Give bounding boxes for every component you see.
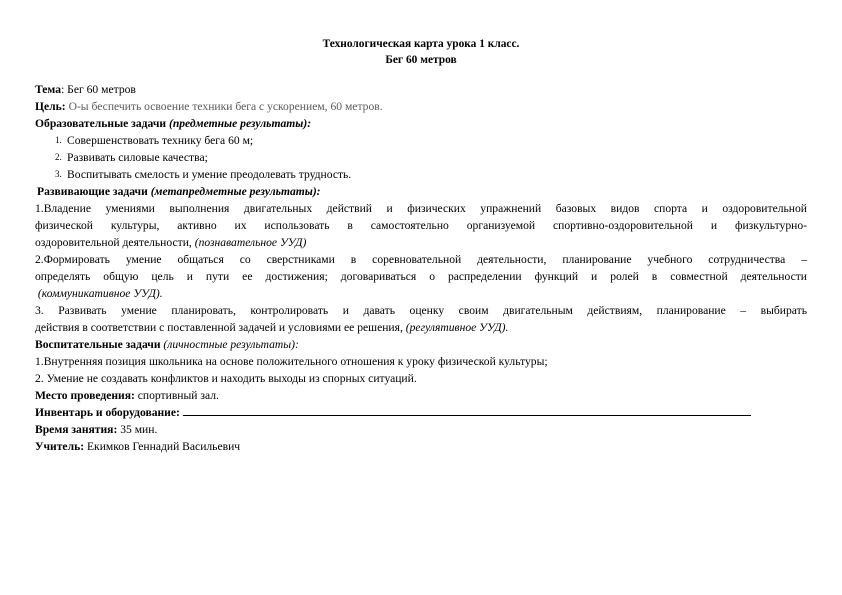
title-block (35, 36, 807, 68)
list-item-number: 3. (55, 169, 62, 179)
developmental-p3-line1: 3. Развивать умение планировать, контролировать и давать оценку своим двигательным действиям, планирование – выбирать (35, 304, 807, 317)
venue-value: спортивный зал. (134, 389, 219, 402)
developmental-p1-note: (познавательное УУД) (194, 236, 307, 249)
venue-line (35, 387, 807, 404)
list-item (35, 149, 807, 166)
developmental-p1-line2: физической культуры, активно их использовать в самостоятельно организуемой спортивно-оздоровительной и физкультурно- (35, 219, 807, 232)
developmental-note: (метапредметные результаты): (150, 185, 321, 198)
list-item-text: Совершенствовать технику бега 60 м; (67, 134, 254, 147)
document-subtitle: Бег 60 метров (385, 54, 457, 66)
upbringing-item-2: 2. Умение не создавать конфликтов и находить выходы из спорных ситуаций. (35, 372, 417, 385)
document-page (35, 36, 807, 455)
topic-line (35, 81, 807, 98)
list-item-text: Развивать силовые качества; (67, 151, 208, 164)
goal-label: Цель: (35, 100, 66, 113)
duration-label: Время занятия: (35, 423, 118, 436)
developmental-p3-text: действия в соответствии с поставленной задачей и условиями ее решения, (35, 321, 403, 334)
educational-task-list (35, 132, 807, 183)
equipment-line (35, 404, 807, 421)
teacher-label: Учитель: (35, 440, 85, 453)
developmental-p1-line3 (35, 234, 807, 251)
venue-label: Место проведения: (35, 389, 135, 402)
educational-heading (35, 115, 807, 132)
equipment-label: Инвентарь и оборудование: (35, 406, 180, 419)
teacher-value: Екимков Геннадий Васильевич (84, 440, 241, 453)
developmental-p1-text: оздоровительной деятельности, (35, 236, 192, 249)
upbringing-note: (личностные результаты): (163, 338, 299, 351)
educational-label: Образовательные задачи (35, 117, 167, 130)
document-title: Технологическая карта урока 1 класс. (322, 38, 520, 50)
developmental-p2-line3 (35, 285, 807, 302)
list-item (35, 166, 807, 183)
upbringing-heading (35, 336, 807, 353)
developmental-p3-line2 (35, 319, 807, 336)
goal-line (35, 98, 807, 115)
upbringing-item-1: 1.Внутренняя позиция школьника на основе положительного отношения к уроку физической культуры; (35, 355, 548, 368)
list-item-text: Воспитывать смелость и умение преодолевать трудность. (67, 168, 352, 181)
developmental-heading (35, 183, 807, 200)
educational-note: (предметные результаты): (168, 117, 312, 130)
list-item (35, 132, 807, 149)
list-item-number: 1. (55, 135, 62, 145)
topic-value: : Бег 60 метров (61, 83, 136, 96)
duration-line (35, 421, 807, 438)
list-item-number: 2. (55, 152, 62, 162)
equipment-blank-underline (183, 404, 751, 416)
developmental-p1-line1: 1.Владение умениями выполнения двигательных действий и физических упражнений базовых видов спорта и оздоровительной (35, 202, 807, 215)
developmental-p3-note: (регулятивное УУД). (405, 321, 509, 334)
developmental-label: Развивающие задачи (37, 185, 148, 198)
developmental-p2-line1: 2.Формировать умение общаться со сверстниками в соревновательной деятельности, планирование учебного сотрудничества – (35, 253, 807, 266)
developmental-p2-line2: определять общую цель и пути ее достижения; договариваться о распределении функций и ролей в совместной деятельности (35, 270, 807, 283)
developmental-p2-note: (коммуникативное УУД). (37, 287, 163, 300)
topic-label: Тема (35, 83, 62, 96)
upbringing-label: Воспитательные задачи (35, 338, 161, 351)
duration-value: 35 мин. (117, 423, 158, 436)
teacher-line (35, 438, 807, 455)
goal-value: О-ы беспечить освоение техники бега с ускорением, 60 метров. (65, 100, 383, 113)
